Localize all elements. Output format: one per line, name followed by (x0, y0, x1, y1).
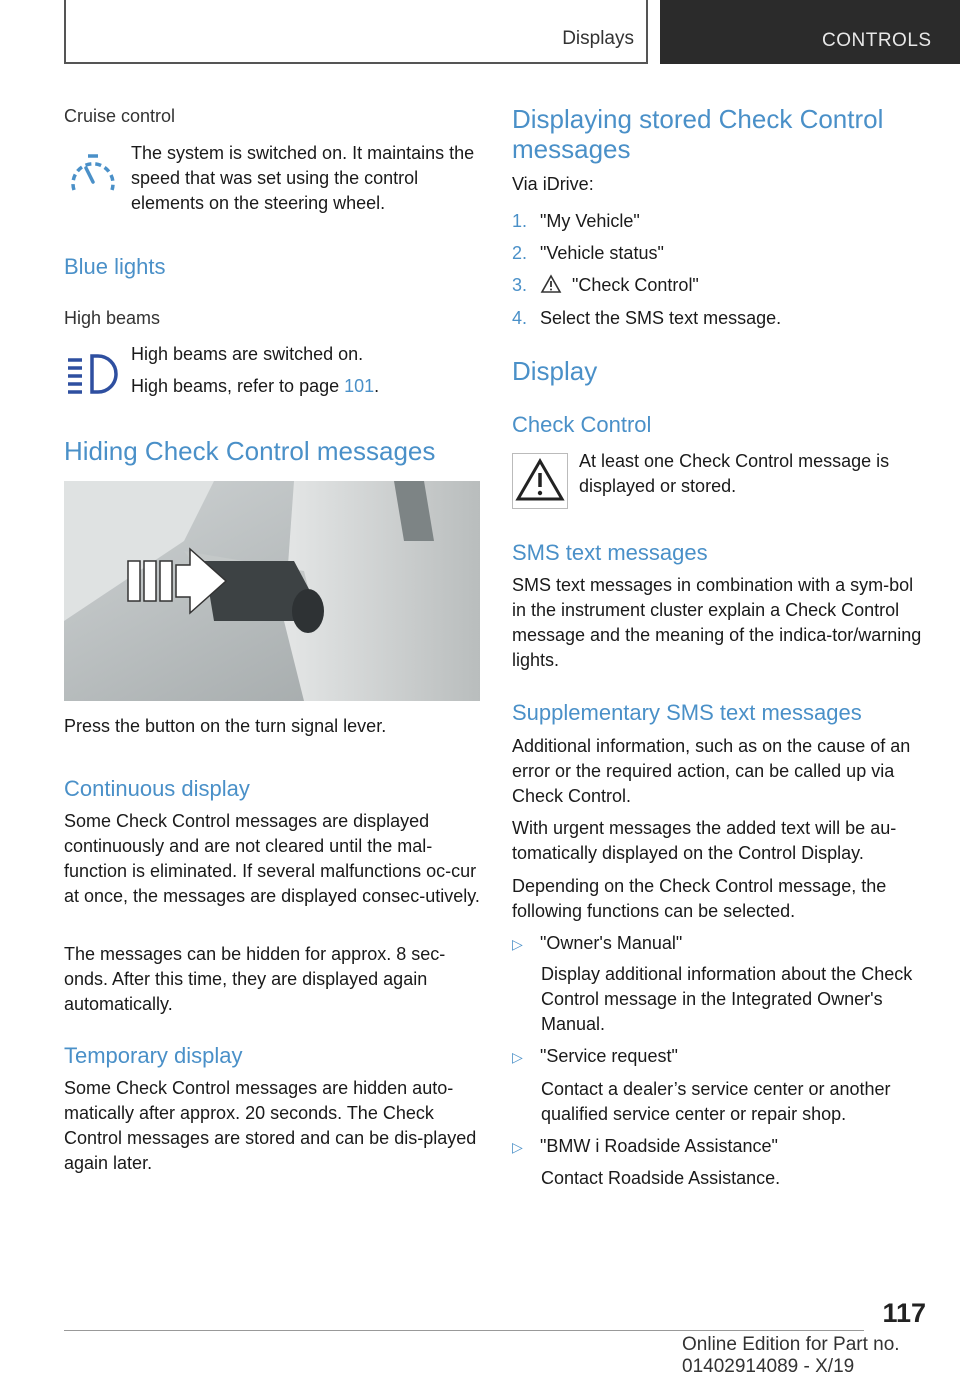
footer-edition-text: Online Edition for Part no. 01402914089 - X/19 (682, 1334, 900, 1377)
step-3-number: 3. (512, 275, 528, 295)
stored-messages-heading: Displaying stored Check Control messages (512, 104, 884, 164)
step-3-text: "Check Control" (572, 275, 699, 295)
press-button-text: Press the button on the turn signal lever. (64, 716, 387, 736)
bullet-2-title: "Service request" (540, 1046, 678, 1066)
bullet-marker: ▷ (512, 1139, 523, 1155)
cruise-control-label: Cruise control (64, 106, 176, 126)
high-beams-ref-prefix: High beams, refer to page (131, 376, 345, 396)
turn-signal-lever-illustration (64, 481, 480, 701)
high-beams-icon (66, 352, 120, 396)
step-1-text: "My Vehicle" (540, 211, 640, 231)
header-chapter-box (660, 0, 960, 64)
step-4 (512, 306, 781, 331)
page-link-101[interactable]: 101 (344, 376, 375, 396)
high-beams-text: High beams are switched on. (131, 344, 364, 364)
check-control-warning-icon (512, 453, 568, 509)
cruise-control-text: The system is switched on. It maintains the speed that was set using the control elements on the steering wheel. (131, 143, 475, 213)
continuous-display-text-2: The messages can be hidden for approx. 8 sec-onds. After this time, they are displayed again automatically. (64, 944, 446, 1014)
bullet-service-request (512, 1044, 678, 1070)
bullet-3-title: "BMW i Roadside Assistance" (540, 1136, 778, 1156)
step-2-number: 2. (512, 243, 528, 263)
header-section-title: Displays (562, 28, 634, 49)
step-1 (512, 209, 640, 234)
header-section-box (64, 0, 648, 64)
warning-triangle-icon (540, 274, 562, 294)
hiding-check-control-heading: Hiding Check Control messages (64, 436, 436, 466)
sms-heading: SMS text messages (512, 540, 708, 565)
high-beams-ref-suffix: . (374, 376, 380, 396)
step-3 (512, 273, 699, 298)
sms-text: SMS text messages in combination with a sym-bol in the instrument cluster explain a Check Control message and the meaning of the indica-tor/warning lights. (512, 575, 922, 670)
supplementary-text-3: Depending on the Check Control message, the following functions can be selected. (512, 876, 887, 921)
cruise-control-icon (66, 152, 120, 206)
temporary-display-text: Some Check Control messages are hidden auto-matically after approx. 20 seconds. The Check Control messages are stored and can be dis-played again later. (64, 1078, 477, 1173)
page-number: 117 (882, 1298, 926, 1328)
bullet-owners-manual (512, 931, 682, 957)
blue-lights-heading: Blue lights (64, 254, 166, 279)
step-2-text: "Vehicle status" (540, 243, 664, 263)
bullet-1-title: "Owner's Manual" (540, 933, 683, 953)
via-idrive-text: Via iDrive: (512, 174, 594, 194)
bullet-marker: ▷ (512, 1049, 523, 1065)
check-control-heading: Check Control (512, 412, 652, 437)
step-4-number: 4. (512, 308, 528, 328)
header-chapter-title: CONTROLS (822, 30, 932, 51)
temporary-display-heading: Temporary display (64, 1043, 243, 1068)
display-heading: Display (512, 356, 598, 386)
supplementary-sms-heading: Supplementary SMS text messages (512, 700, 862, 725)
step-1-number: 1. (512, 211, 528, 231)
check-control-text: At least one Check Control message is displayed or stored. (579, 451, 890, 496)
high-beams-label: High beams (64, 308, 161, 328)
bullet-2-description: Contact a dealer’s service center or another qualified service center or repair shop. (541, 1079, 891, 1124)
supplementary-text-2: With urgent messages the added text will be au-tomatically displayed on the Control Display. (512, 818, 897, 863)
step-2 (512, 241, 664, 266)
high-beams-reference (131, 374, 379, 399)
continuous-display-text-1: Some Check Control messages are displayed continuously and are not cleared until the mal-function is eliminated. If several malfunctions oc-cur at once, the messages are displayed consec-utively. (64, 811, 480, 906)
bullet-marker: ▷ (512, 936, 523, 952)
step-4-text: Select the SMS text message. (540, 308, 782, 328)
footer-divider (64, 1330, 864, 1331)
bullet-1-description: Display additional information about the Check Control message in the Integrated Owner's Manual. (541, 964, 913, 1034)
bullet-3-description: Contact Roadside Assistance. (541, 1168, 781, 1188)
bullet-roadside-assistance (512, 1134, 778, 1160)
supplementary-text-1: Additional information, such as on the cause of an error or the required action, can be called up via Check Control. (512, 736, 911, 806)
continuous-display-heading: Continuous display (64, 776, 250, 801)
